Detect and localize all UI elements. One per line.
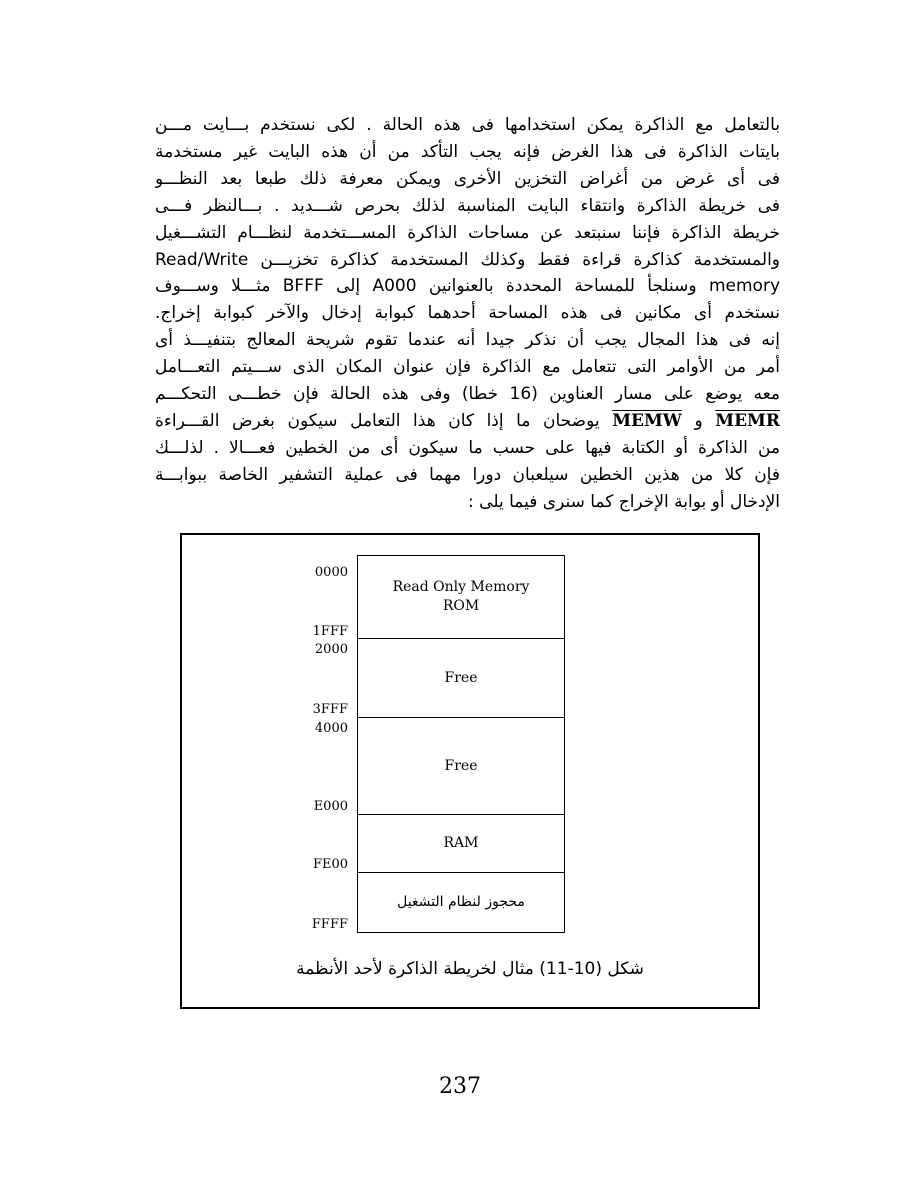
paragraph-line: من الذاكرة أو الكتابة فيها على حسب ما سيكون أى من الخطين فعـــالا . لذلـــك (155, 437, 780, 458)
address-label: 1FFF (312, 624, 348, 639)
paragraph-line: إنه فى هذا المجال يجب أن نذكر جيدا أنه عندما تقوم شريحة المعالج بتنفيـــذ أى (155, 330, 780, 351)
paragraph-line-rest: يوضحان ما إذا كان هذا التعامل سيكون بغرض القـــراءة (155, 410, 600, 431)
address-label: FE00 (312, 857, 348, 872)
address-label: E000 (313, 799, 348, 814)
paragraph-line-signals (155, 408, 780, 435)
paragraph-line: فى أى غرض من أغراض التخزين الأخرى ويمكن معرفة ذلك طبعا بعد النظـــو (155, 168, 780, 189)
conjunction: و (694, 410, 703, 431)
block-label: RAM (443, 835, 479, 851)
paragraph-line: بايتات الذاكرة فى هذا الغرض فإنه يجب التأكد من أن هذه البايت غير مستخدمة (155, 141, 780, 162)
address-label: 3FFF (312, 702, 348, 717)
block-label: Read Only Memory (392, 579, 530, 595)
paragraph-line: فى خريطة الذاكرة وانتقاء البايت المناسبة لذلك بحرص شـــديد . بـــالنظر فـــى (155, 195, 780, 216)
memory-block-ram (357, 814, 565, 873)
address-label: 4000 (314, 721, 348, 736)
memr-signal: MEMR (715, 410, 780, 431)
block-label: محجوز لنظام التشغيل (397, 894, 525, 910)
block-label: Free (444, 757, 478, 774)
memory-block-os-reserved (357, 872, 565, 933)
block-label: ROM (442, 598, 480, 614)
address-label: FFFF (311, 917, 348, 932)
paragraph-line: والمستخدمة كذاكرة قراءة فقط وكذلك المستخدمة كذاكرة تخزيـــن Read/Write (155, 249, 780, 270)
body-paragraph (155, 112, 780, 516)
memory-map-figure (180, 533, 760, 1009)
paragraph-line: أمر من الأوامر التى تتعامل مع الذاكرة فإن عنوان المكان الذى ســـيتم التعـــامل (155, 357, 780, 378)
paragraph-line: فإن كلا من هذين الخطين سيلعبان دورا مهما فى عملية التشفير الخاصة ببوابـــة (155, 464, 780, 485)
memory-block-free (357, 638, 565, 718)
paragraph-line: بالتعامل مع الذاكرة يمكن استخدامها فى هذه الحالة . لكى نستخدم بـــايت مـــن (155, 115, 780, 135)
memory-block-free (357, 717, 565, 815)
figure-caption: شكل (10-11) مثال لخريطة الذاكرة لأحد الأنظمة (296, 959, 644, 979)
address-label: 0000 (314, 565, 348, 580)
paragraph-line: معه يوضع على مسار العناوين (16 خطا) وفى هذه الحالة فإن خطـــى التحكـــم (155, 384, 780, 405)
paragraph-line: خريطة الذاكرة فإننا سنبتعد عن مساحات الذاكرة المســـتخدمة لنظـــام التشـــغيل (155, 222, 780, 243)
block-label: Free (444, 669, 478, 686)
paragraph-line: memory وسنلجأ للمساحة المحددة بالعنوانين A000 إلى BFFF مثـــلا وســـوف (155, 276, 780, 297)
page-number: 237 (439, 1074, 481, 1099)
paragraph-line: نستخدم أى مكانين فى هذه المساحة أحدهما كبوابة إدخال والآخر كبوابة إخراج. (155, 303, 780, 324)
memory-block-rom (357, 555, 565, 639)
memw-signal: MEMW (612, 410, 682, 431)
paragraph-line: الإدخال أو بوابة الإخراج كما سنرى فيما يلى : (468, 491, 780, 512)
address-label: 2000 (314, 642, 348, 657)
